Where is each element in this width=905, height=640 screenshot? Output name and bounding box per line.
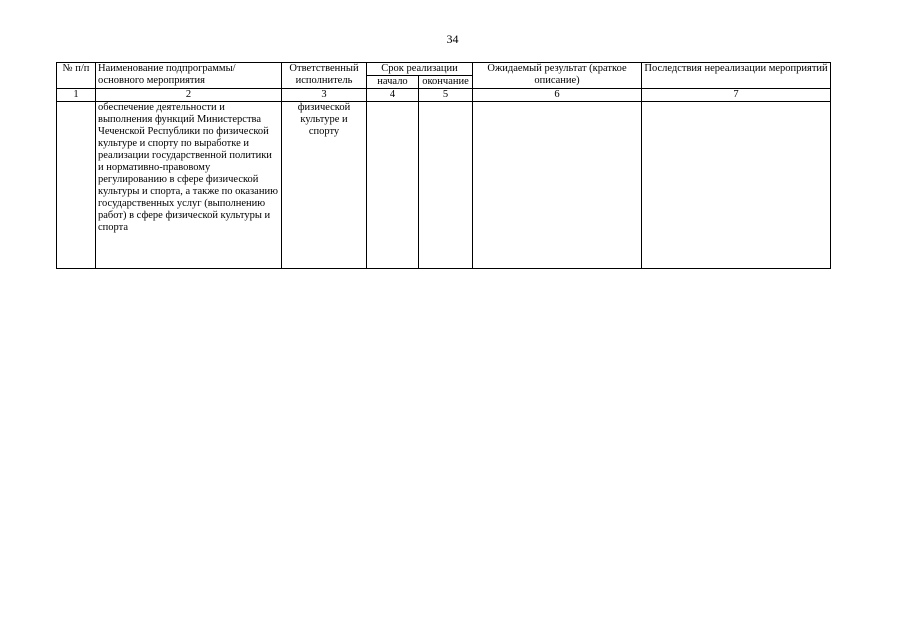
cell-name: обеспечение деятельности и выполнения функций Министерства Чеченской Республики по физической культуре и спорту по выработке и реализации государственной политики и нормативно-правовому регулированию в сфере физической культуры и спорта, а также по оказанию государственных услуг (выполнению работ) в сфере физической культуры и спорта [96, 102, 282, 269]
column-number: 5 [419, 89, 473, 102]
header-result: Ожидаемый результат (краткое описание) [473, 63, 642, 89]
cell-consequences [642, 102, 831, 269]
column-number-row [57, 89, 831, 102]
header-num: № п/п [57, 63, 96, 89]
column-number: 4 [367, 89, 419, 102]
header-row [57, 63, 831, 76]
cell-end [419, 102, 473, 269]
cell-start [367, 102, 419, 269]
column-number: 7 [642, 89, 831, 102]
header-period: Срок реализации [367, 63, 473, 76]
column-number: 1 [57, 89, 96, 102]
cell-num [57, 102, 96, 269]
header-responsible: Ответственный исполнитель [282, 63, 367, 89]
program-table [56, 62, 831, 269]
cell-responsible: физической культуре и спорту [282, 102, 367, 269]
page-number: 34 [446, 32, 459, 46]
header-consequences: Последствия нереализации мероприятий [642, 63, 831, 89]
column-number: 2 [96, 89, 282, 102]
column-number: 6 [473, 89, 642, 102]
table-row [57, 102, 831, 269]
cell-result [473, 102, 642, 269]
header-name: Наименование подпрограммы/ основного мероприятия [96, 63, 282, 89]
column-number: 3 [282, 89, 367, 102]
header-end: окончание [419, 76, 473, 89]
header-start: начало [367, 76, 419, 89]
